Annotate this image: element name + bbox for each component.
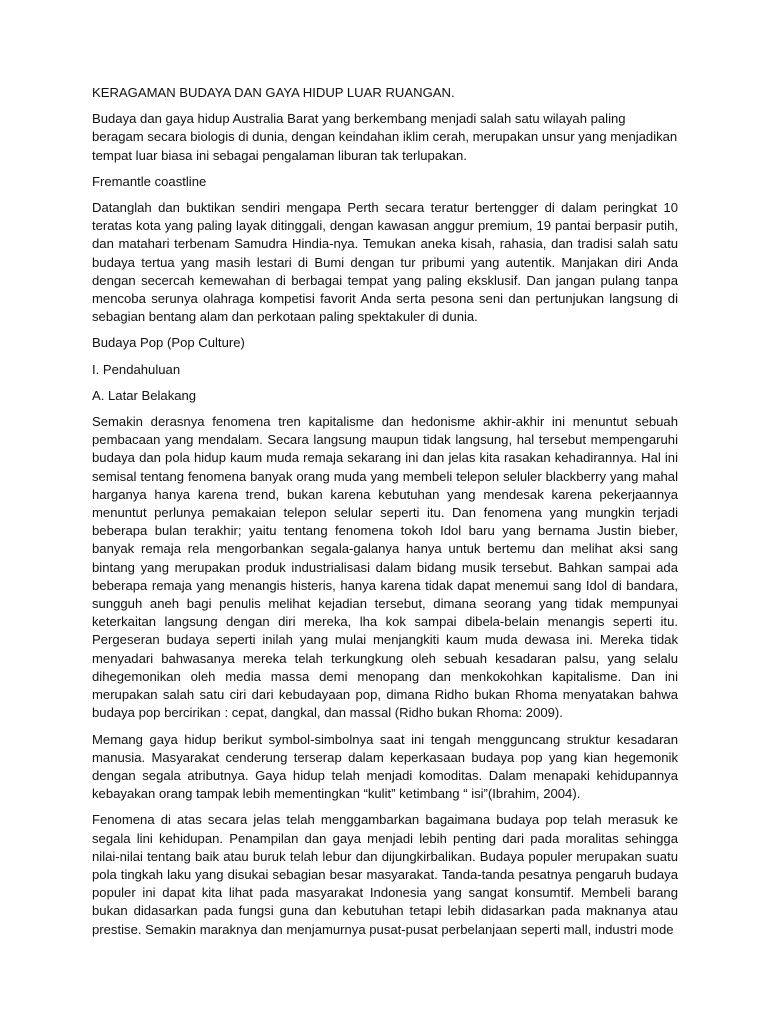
document-title: KERAGAMAN BUDAYA DAN GAYA HIDUP LUAR RUANGAN. [92,85,455,100]
body-paragraph-3: Fenomena di atas secara jelas telah menggambarkan bagaimana budaya pop telah merasuk ke segala lini kehidupan. Penampilan dan gaya menjadi lebih penting dari pada moralitas sehingga nilai-nilai tentang baik atau buruk telah lebur dan dijungkirbalikan. Budaya populer merupakan suatu pola tingkah laku yang disukai sebagian besar masyarakat. Tanda-tanda pesatnya pengaruh budaya populer ini dapat kita lihat pada masyarakat Indonesia yang sangat konsumtif. Membeli barang bukan didasarkan pada fungsi guna dan kebutuhan tetapi lebih didasarkan pada maknanya atau prestise. Semakin maraknya dan menjamurnya pusat-pusat perbelanjaan seperti mall, industri mode [92,812,678,937]
fremantle-paragraph: Datanglah dan buktikan sendiri mengapa Perth secara teratur bertengger di dalam peringkat 10 teratas kota yang paling layak ditinggali, dengan kawasan anggur premium, 19 pantai berpasir putih, dan matahari terbenam Samudra Hindia-nya. Temukan aneka kisah, rahasia, dan tradisi salah satu budaya tertua yang masih lestari di Bumi dengan tur pribumi yang autentik. Manjakan diri Anda dengan secercah kemewahan di berbagai tempat yang paling eksklusif. Dan jangan pulang tanpa mencoba serunya olahraga kompetisi favorit Anda serta pesona seni dan pertunjukan langsung di sebagian bentang alam dan perkotaan paling spektakuler di dunia. [92,200,678,325]
section-heading-fremantle: Fremantle coastline [92,173,207,189]
body-paragraph-2: Memang gaya hidup berikut symbol-simbolnya saat ini tengah mengguncang struktur kesadaran manusia. Masyarakat cenderung terserap dalam keperkasaan budaya pop yang kian hegemonik dengan segala atributnya. Gaya hidup telah menjadi komoditas. Dalam menapaki kehidupannya kebayakan orang tampak lebih mementingkan “kulit” ketimbang “ isi”(Ibrahim, 2004). [92,731,678,802]
intro-paragraph: Budaya dan gaya hidup Australia Barat yang berkembang menjadi salah satu wilayah paling beragam secara biologis di dunia, dengan keindahan iklim cerah, merupakan unsur yang menjadikan tempat luar biasa ini sebagai pengalaman liburan tak terlupakan. [92,111,678,163]
body-paragraph-1: Semakin derasnya fenomena tren kapitalisme dan hedonisme akhir-akhir ini menuntut sebuah pembacaan yang mendalam. Secara langsung maupun tidak langsung, hal tersebut mempengaruhi budaya dan pola hidup kaum muda remaja sekarang ini dan jelas kita rasakan kehadirannya. Hal ini semisal tentang fenomena banyak orang muda yang membeli telepon seluler blackberry yang mahal harganya hanya karena trend, bukan karena kebutuhan yang mendesak karena pekerjaannya menuntut perlunya pemakaian telepon selular seperti itu. Dan fenomena yang mungkin terjadi beberapa bulan terakhir; yaitu tentang fenomena tokoh Idol baru yang bernama Justin bieber, banyak remaja rela mengorbankan segala-galanya hanya untuk bertemu dan melihat aksi sang bintang yang merupakan produk industrialisasi dalam bidang musik tersebut. Bahkan sampai ada beberapa remaja yang menangis histeris, hanya karena tidak dapat menemui sang Idol di bandara, sungguh aneh bagi penulis melihat kejadian tersebut, dimana seorang yang tidak mempunyai keterkaitan langsung dengan diri mereka, lha kok sampai dibela-belain menangis seperti itu. Pergeseran budaya seperti inilah yang mulai menjangkiti kaum muda dewasa ini. Mereka tidak menyadari bahwasanya mereka telah terkungkung oleh sebuah kesadaran palsu, yang selalu dihegemonikan oleh media massa demi menopang dan menkokohkan kapitalisme. Dan ini merupakan salah satu ciri dari kebudayaan pop, dimana Ridho bukan Rhoma menyatakan bahwa budaya pop bercirikan : cepat, dangkal, dan massal (Ridho bukan Rhoma: 2009). [92,414,678,721]
chapter-heading: I. Pendahuluan [92,361,181,377]
document-page [92,84,678,947]
subchapter-heading: A. Latar Belakang [92,387,197,403]
section-heading-pop-culture: Budaya Pop (Pop Culture) [92,335,245,351]
